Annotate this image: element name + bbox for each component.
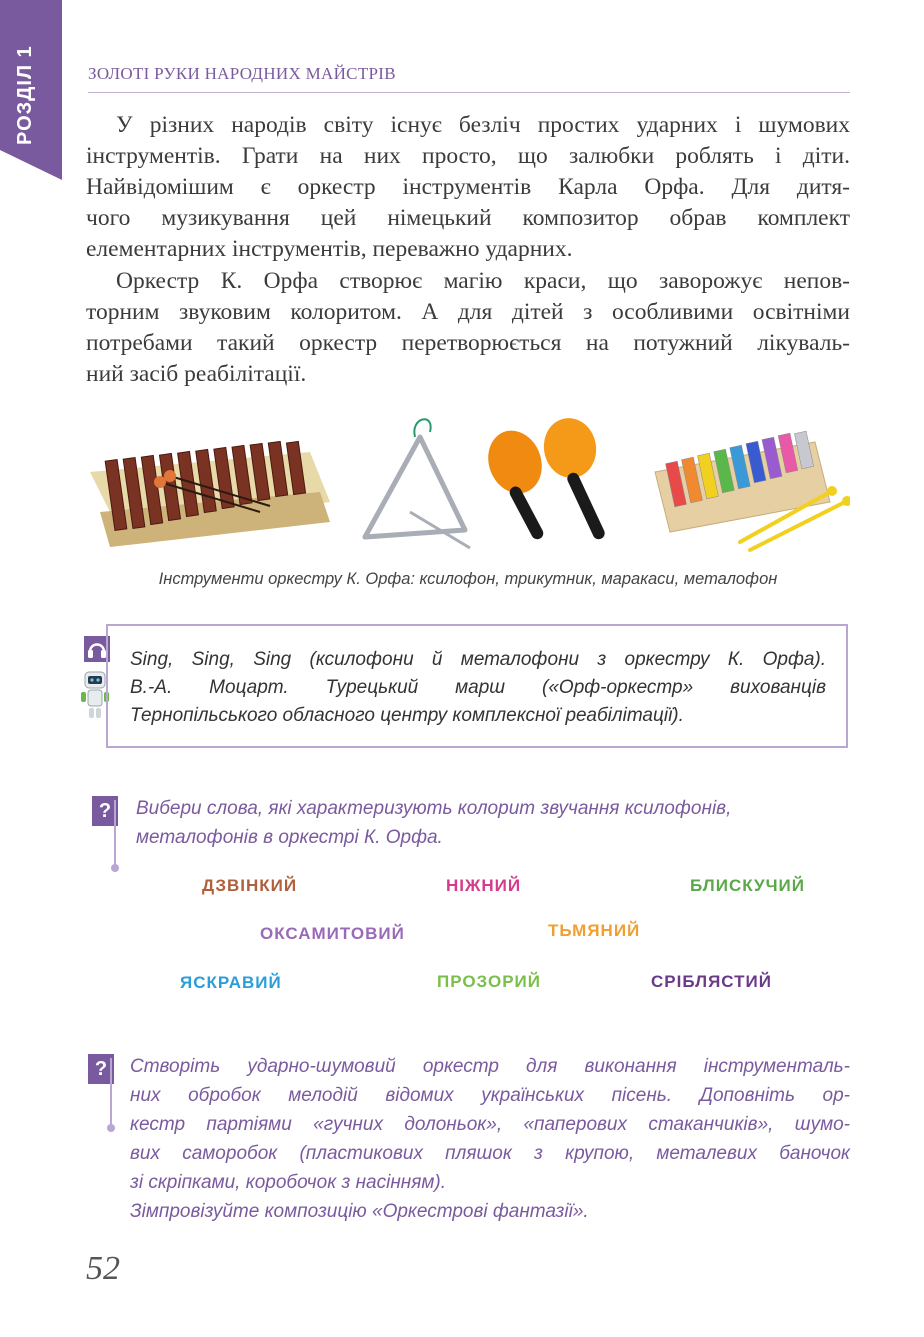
question-line: металофонів в оркестрі К. Орфа. (136, 827, 443, 848)
chapter-tab-label: РОЗДІЛ 1 (14, 45, 36, 145)
paragraph-line: У різних народів світу існує безліч простих ударних і шумових (116, 112, 850, 138)
paragraph-line: потребами такий оркестр перетворюється на потужний лікуваль- (86, 330, 850, 356)
paragraph-line: інструментів. Грати на них просто, що залюбки роблять і діти. (86, 143, 850, 169)
maracas-image (480, 414, 607, 541)
paragraph-line: торним звуковим колоритом. А для дітей з особливими освітніми (86, 299, 850, 325)
question-rule-dot (107, 1124, 115, 1132)
triangle-image (365, 419, 470, 548)
paragraph-line: Оркестр К. Орфа створює магію краси, що заворожує непов- (116, 268, 850, 294)
instrument-photos (80, 412, 850, 562)
paragraph-line: елементарних інструментів, переважно ударних. (86, 236, 573, 262)
question-icon: ? (88, 1054, 114, 1084)
page-number: 52 (86, 1250, 120, 1287)
question-line: Створіть ударно-шумовий оркестр для виконання інструменталь- (130, 1056, 850, 1077)
listening-text (130, 646, 826, 730)
paragraph-2 (86, 266, 850, 390)
question-line: зі скріпками, коробочок з насінням). (130, 1172, 447, 1193)
question-line: Зімпровізуйте композицію «Оркестрові фантазії». (130, 1201, 589, 1222)
word-blyskuchyi: БЛИСКУЧИЙ (690, 876, 805, 895)
word-oksamytovyi: ОКСАМИТОВИЙ (260, 924, 405, 943)
question-1-text (136, 794, 848, 852)
listening-line: Sing, Sing, Sing (ксилофони й металофони з оркестру К. Орфа). (130, 649, 826, 670)
word-sribliastyi: СРІБЛЯСТИЙ (651, 972, 772, 991)
xylophone-image (90, 441, 330, 547)
metallophone-image (655, 431, 850, 550)
word-nizhnyi: НІЖНИЙ (446, 876, 522, 895)
word-tmianyi: ТЬМЯНИЙ (548, 921, 641, 940)
listening-line: В.-А. Моцарт. Турецький марш («Орф-оркестр» вихованців (130, 677, 826, 698)
paragraph-line: Найвідомішим є оркестр інструментів Карла Орфа. Для дитя- (86, 174, 850, 200)
question-rule (110, 1058, 112, 1126)
question-rule (114, 800, 116, 866)
question-line: вих саморобок (пластикових пляшок з крупою, металевих баночок (130, 1143, 850, 1164)
question-rule-dot (111, 864, 119, 872)
word-yaskravyi: ЯСКРАВИЙ (180, 973, 282, 992)
chapter-tab (0, 0, 62, 180)
paragraph-1 (86, 110, 850, 265)
word-prozoryi: ПРОЗОРИЙ (437, 972, 541, 991)
photo-caption: Інструменти оркестру К. Орфа: ксилофон, трикутник, маракаси, металофон (158, 570, 778, 588)
paragraph-line: ний засіб реабілітації. (86, 361, 307, 387)
section-title: ЗОЛОТІ РУКИ НАРОДНИХ МАЙСТРІВ (88, 64, 396, 83)
question-2-text (130, 1052, 850, 1226)
paragraph-line: чого музикування цей німецький композитор обрав комплект (86, 205, 850, 231)
listening-line: Тернопільського обласного центру комплексної реабілітації). (130, 705, 684, 726)
question-line: Вибери слова, які характеризують колорит звучання ксилофонів, (136, 798, 732, 819)
question-icon: ? (92, 796, 118, 826)
question-line: кестр партіями «гучних долоньок», «паперових стаканчиків», шумо- (130, 1114, 850, 1135)
title-divider (88, 92, 850, 93)
question-line: них обробок мелодій відомих українських пісень. Доповніть ор- (130, 1085, 850, 1106)
word-dzvinkyi: ДЗВІНКИЙ (202, 876, 298, 895)
